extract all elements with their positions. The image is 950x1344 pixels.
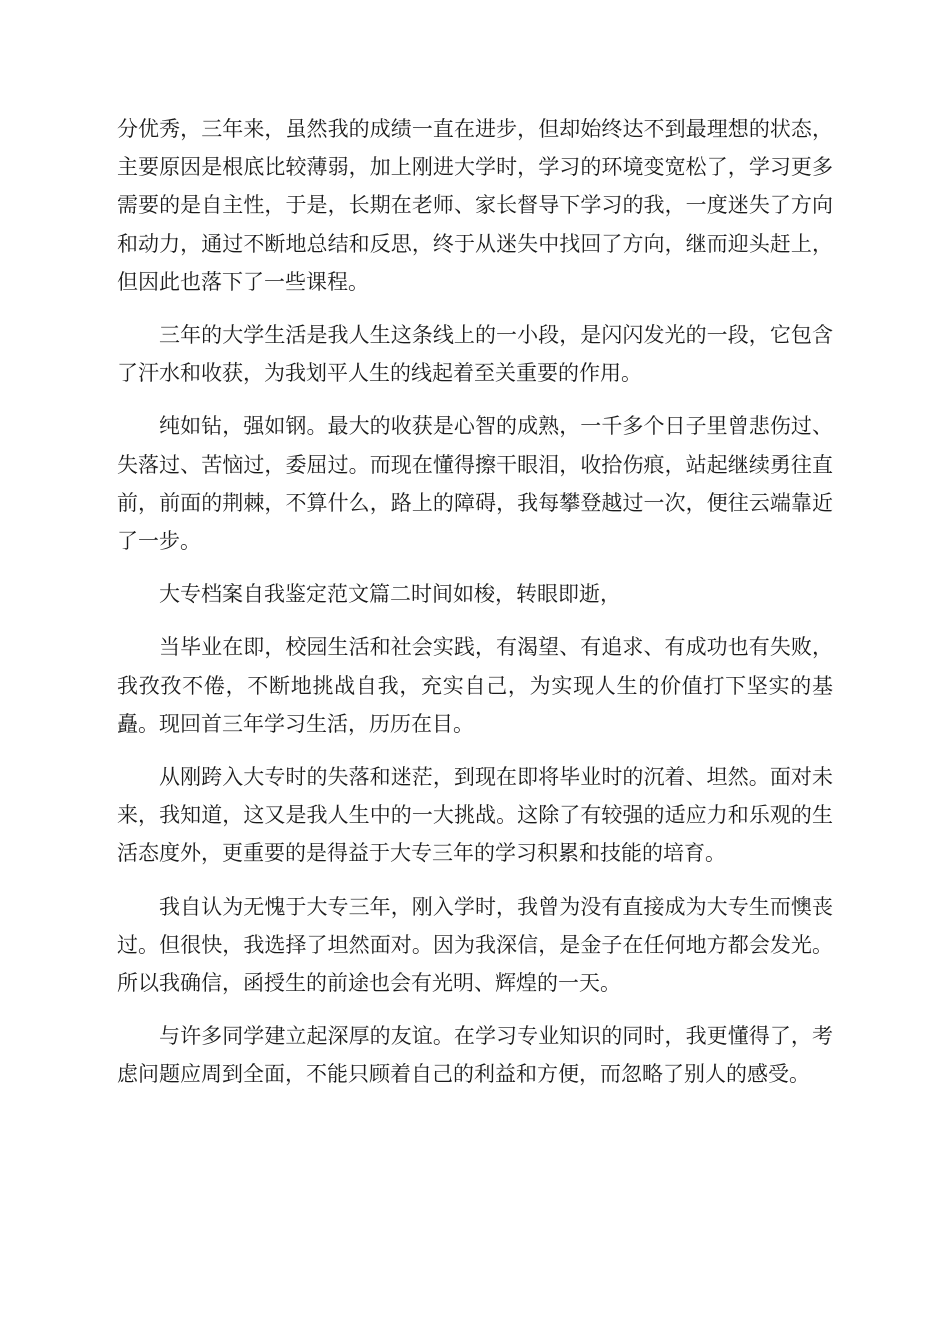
- paragraph-continued: 分优秀，三年来，虽然我的成绩一直在进步，但却始终达不到最理想的状态，主要原因是根底比较薄弱，加上刚进大学时，学习的环境变宽松了，学习更多需要的是自主性，于是，长期在老师、家长督导下学习的我，一度迷失了方向和动力，通过不断地总结和反思，终于从迷失中找回了方向，继而迎头赶上，但因此也落下了一些课程。: [117, 117, 833, 294]
- paragraph: 与许多同学建立起深厚的友谊。在学习专业知识的同时，我更懂得了，考虑问题应周到全面，不能只顾着自己的利益和方便，而忽略了别人的感受。: [117, 1024, 833, 1087]
- paragraph: 当毕业在即，校园生活和社会实践，有渴望、有追求、有成功也有失败，我孜孜不倦，不断地挑战自我，充实自己，为实现人生的价值打下坚实的基矗。现回首三年学习生活，历历在目。: [117, 635, 833, 736]
- paragraph-section-heading: 大专档案自我鉴定范文篇二时间如梭，转眼即逝，: [159, 582, 621, 607]
- paragraph: 从刚跨入大专时的失落和迷茫，到现在即将毕业时的沉着、坦然。面对未来，我知道，这又是我人生中的一大挑战。这除了有较强的适应力和乐观的生活态度外，更重要的是得益于大专三年的学习积累和技能的培育。: [117, 765, 833, 866]
- paragraph: 纯如钻，强如钢。最大的收获是心智的成熟，一千多个日子里曾悲伤过、失落过、苦恼过，委屈过。而现在懂得擦干眼泪，收拾伤痕，站起继续勇往直前，前面的荆棘，不算什么，路上的障碍，我每攀登越过一次，便往云端靠近了一步。: [117, 414, 833, 554]
- paragraph: 我自认为无愧于大专三年，刚入学时，我曾为没有直接成为大专生而懊丧过。但很快，我选择了坦然面对。因为我深信，是金子在任何地方都会发光。所以我确信，函授生的前途也会有光明、辉煌的一天。: [117, 894, 833, 996]
- paragraph: 三年的大学生活是我人生这条线上的一小段，是闪闪发光的一段，它包含了汗水和收获，为我划平人生的线起着至关重要的作用。: [117, 323, 833, 386]
- document-body: [117, 110, 833, 1109]
